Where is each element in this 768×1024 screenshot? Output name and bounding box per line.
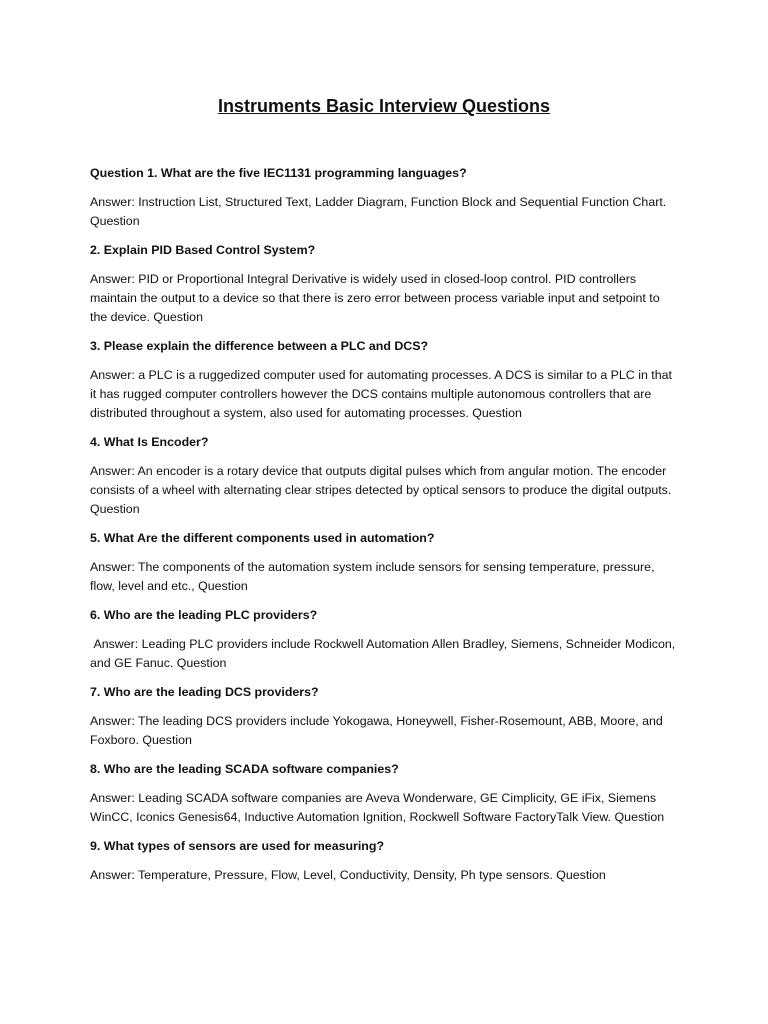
qa-item-9 [90,837,678,885]
qa-item-4 [90,433,678,519]
question-text: 8. Who are the leading SCADA software companies? [90,762,399,776]
question-text: 7. Who are the leading DCS providers? [90,685,319,699]
answer-text: Answer: a PLC is a ruggedized computer used for automating processes. A DCS is similar to a PLC in that it has rugged computer controllers however the DCS contains multiple autonomous controllers that are distributed throughout a system, also used for automating processes. Question [90,368,676,420]
answer-text: Answer: Instruction List, Structured Text, Ladder Diagram, Function Block and Sequential Function Chart. Question [90,195,670,228]
question-text: 9. What types of sensors are used for measuring? [90,839,385,853]
question-text: 2. Explain PID Based Control System? [90,243,316,257]
qa-item-6 [90,606,678,673]
qa-item-7 [90,683,678,750]
answer-text: Answer: The leading DCS providers include Yokogawa, Honeywell, Fisher-Rosemount, ABB, Moore, and Foxboro. Question [90,714,667,747]
answer-text: Answer: An encoder is a rotary device that outputs digital pulses which from angular motion. The encoder consists of a wheel with alternating clear stripes detected by optical sensors to produce the digital outputs. Question [90,464,675,516]
answer-text: Answer: Temperature, Pressure, Flow, Level, Conductivity, Density, Ph type sensors. Question [90,868,606,882]
question-text: 3. Please explain the difference between a PLC and DCS? [90,339,429,353]
answer-text: Answer: The components of the automation system include sensors for sensing temperature, pressure, flow, level and etc., Question [90,560,658,593]
answer-text: Answer: Leading SCADA software companies are Aveva Wonderware, GE Cimplicity, GE iFix, Siemens WinCC, Iconics Genesis64, Inductive Automation Ignition, Rockwell Software FactoryTalk View. Question [90,791,665,824]
qa-item-1 [90,164,678,231]
document-title: Instruments Basic Interview Questions [217,96,551,116]
qa-item-5 [90,529,678,596]
qa-item-2 [90,241,678,327]
qa-item-3 [90,337,678,423]
answer-text: Answer: PID or Proportional Integral Derivative is widely used in closed-loop control. PID controllers maintain the output to a device so that there is zero error between process variable input and setpoint to the device. Question [90,272,664,324]
answer-text: Answer: Leading PLC providers include Rockwell Automation Allen Bradley, Siemens, Schneider Modicon, and GE Fanuc. Question [90,637,679,670]
question-text: 4. What Is Encoder? [90,435,209,449]
question-text: 6. Who are the leading PLC providers? [90,608,318,622]
qa-item-8 [90,760,678,827]
question-text: Question 1. What are the five IEC1131 programming languages? [90,166,467,180]
question-text: 5. What Are the different components used in automation? [90,531,435,545]
